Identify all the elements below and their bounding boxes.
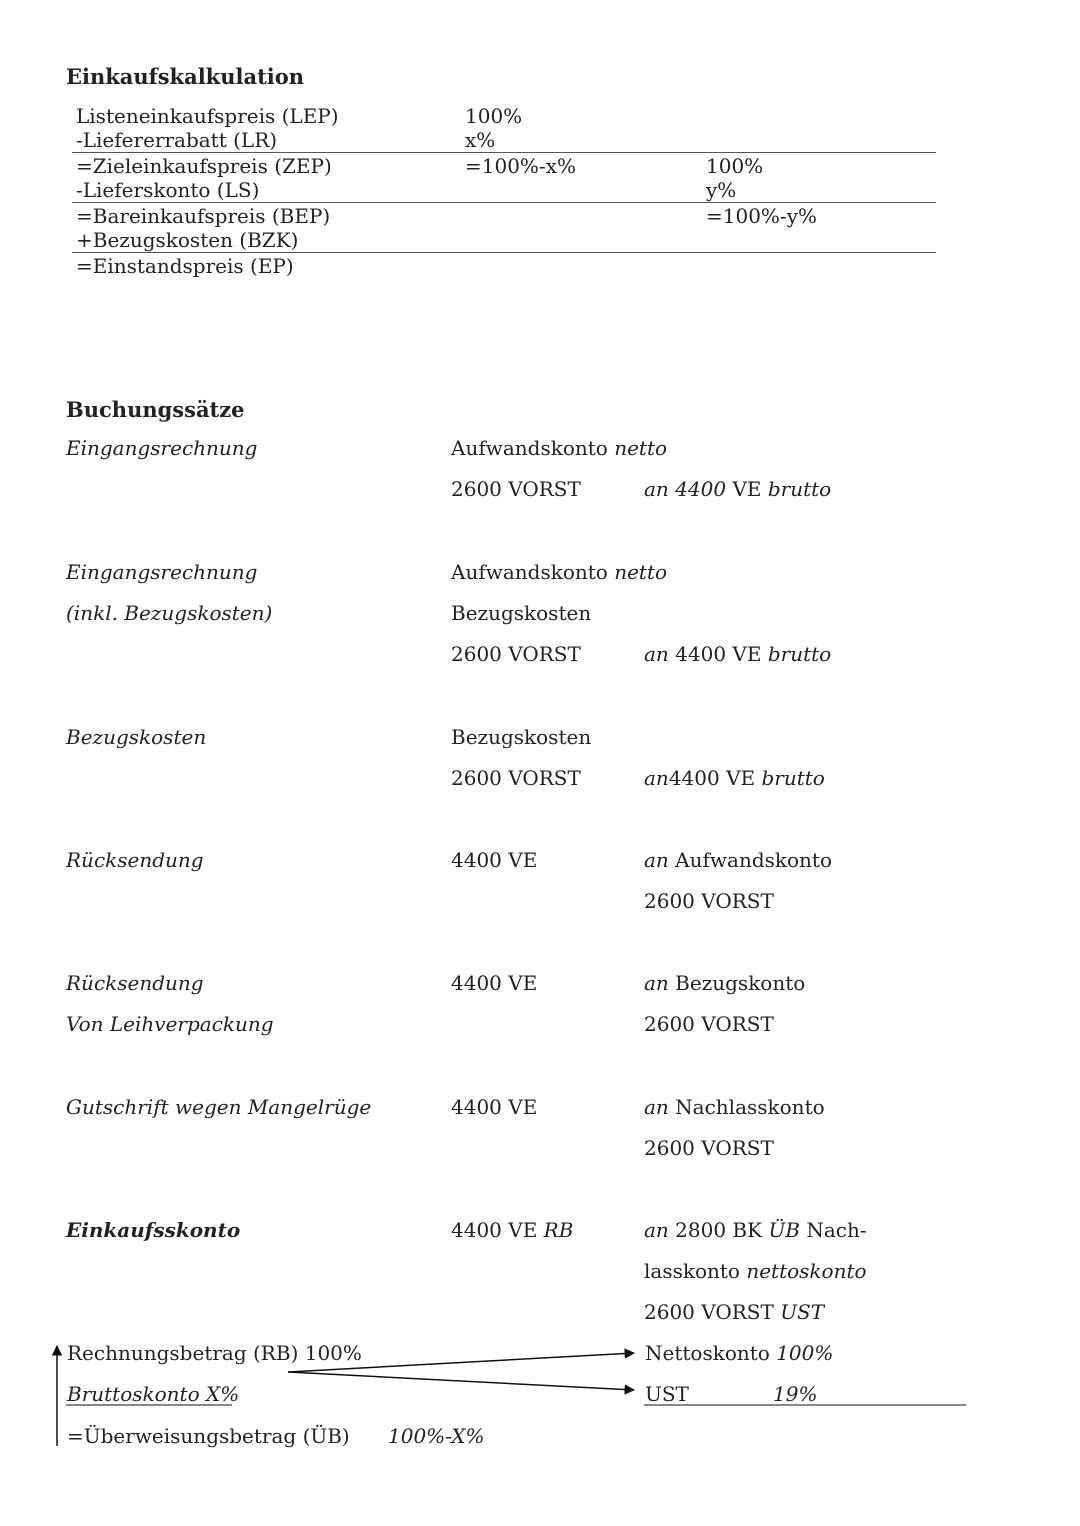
entry-soll: Bezugskosten <box>451 725 592 749</box>
entry-label: Bezugskosten <box>66 725 207 749</box>
skonto-netto: Nettoskonto 100% <box>645 1341 834 1365</box>
entry-haben: lasskonto nettoskonto <box>644 1259 867 1283</box>
skonto-ueb-pct: 100%-X% <box>388 1424 485 1448</box>
calc-row-label: =Bareinkaufspreis (BEP) <box>76 204 331 228</box>
calc-row-value: x% <box>465 128 496 152</box>
entry-haben: 2600 VORST <box>644 1012 774 1036</box>
entry-haben: an Aufwandskonto <box>644 848 833 872</box>
calc-row-value: 100% <box>706 154 764 178</box>
entry-soll: Aufwandskonto netto <box>451 560 668 584</box>
calc-row-value: =100%-x% <box>465 154 576 178</box>
entry-soll: Aufwandskonto netto <box>451 436 668 460</box>
entries-title: Buchungssätze <box>66 397 245 422</box>
calc-title: Einkaufskalkulation <box>66 64 305 89</box>
entry-soll: Bezugskosten <box>451 601 592 625</box>
entry-soll: 4400 VE <box>451 848 538 872</box>
calc-row-label: Listeneinkaufspreis (LEP) <box>76 104 339 128</box>
entry-soll: 2600 VORST <box>451 766 581 790</box>
calc-row-label: -Lieferskonto (LS) <box>76 178 260 202</box>
skonto-ust: UST <box>645 1382 689 1406</box>
skonto-ust-pct: 19% <box>773 1382 818 1406</box>
skonto-brutto: Bruttoskonto X% <box>67 1382 240 1406</box>
calc-row-value: y% <box>706 178 737 202</box>
entry-label: (inkl. Bezugskosten) <box>66 601 273 625</box>
entry-haben: an Bezugskonto <box>644 971 806 995</box>
entry-label: Von Leihverpackung <box>66 1012 274 1036</box>
entry-haben: an Nachlasskonto <box>644 1095 825 1119</box>
entry-haben: 2600 VORST <box>644 1136 774 1160</box>
entry-label: Eingangsrechnung <box>66 436 258 460</box>
entry-haben: 2600 VORST UST <box>644 1300 825 1324</box>
arrow-to-ust <box>288 1372 634 1390</box>
entry-haben: an 4400 VE brutto <box>644 477 832 501</box>
calc-row-label: =Zieleinkaufspreis (ZEP) <box>76 154 332 178</box>
entry-soll: 4400 VE <box>451 1095 538 1119</box>
entry-soll: 4400 VE <box>451 971 538 995</box>
entry-label: Einkaufsskonto <box>66 1218 241 1242</box>
entry-soll: 2600 VORST <box>451 642 581 666</box>
calc-row-label: +Bezugskosten (BZK) <box>76 228 299 252</box>
entry-label: Eingangsrechnung <box>66 560 258 584</box>
entry-haben: an4400 VE brutto <box>644 766 825 790</box>
entry-soll: 4400 VE RB <box>451 1218 574 1242</box>
entry-label: Gutschrift wegen Mangelrüge <box>66 1095 372 1119</box>
calc-row-label: -Liefererrabatt (LR) <box>76 128 278 152</box>
skonto-rb: Rechnungsbetrag (RB) 100% <box>67 1341 362 1365</box>
entry-haben: an 4400 VE brutto <box>644 642 832 666</box>
skonto-ueb: =Überweisungsbetrag (ÜB) <box>67 1424 350 1448</box>
entry-haben: 2600 VORST <box>644 889 774 913</box>
calc-row-value: =100%-y% <box>706 204 817 228</box>
entry-soll: 2600 VORST <box>451 477 581 501</box>
calc-row-label: =Einstandspreis (EP) <box>76 254 294 278</box>
calc-row-value: 100% <box>465 104 523 128</box>
entry-label: Rücksendung <box>66 971 204 995</box>
entry-haben: an 2800 BK ÜB Nach- <box>644 1218 867 1242</box>
entry-label: Rücksendung <box>66 848 204 872</box>
